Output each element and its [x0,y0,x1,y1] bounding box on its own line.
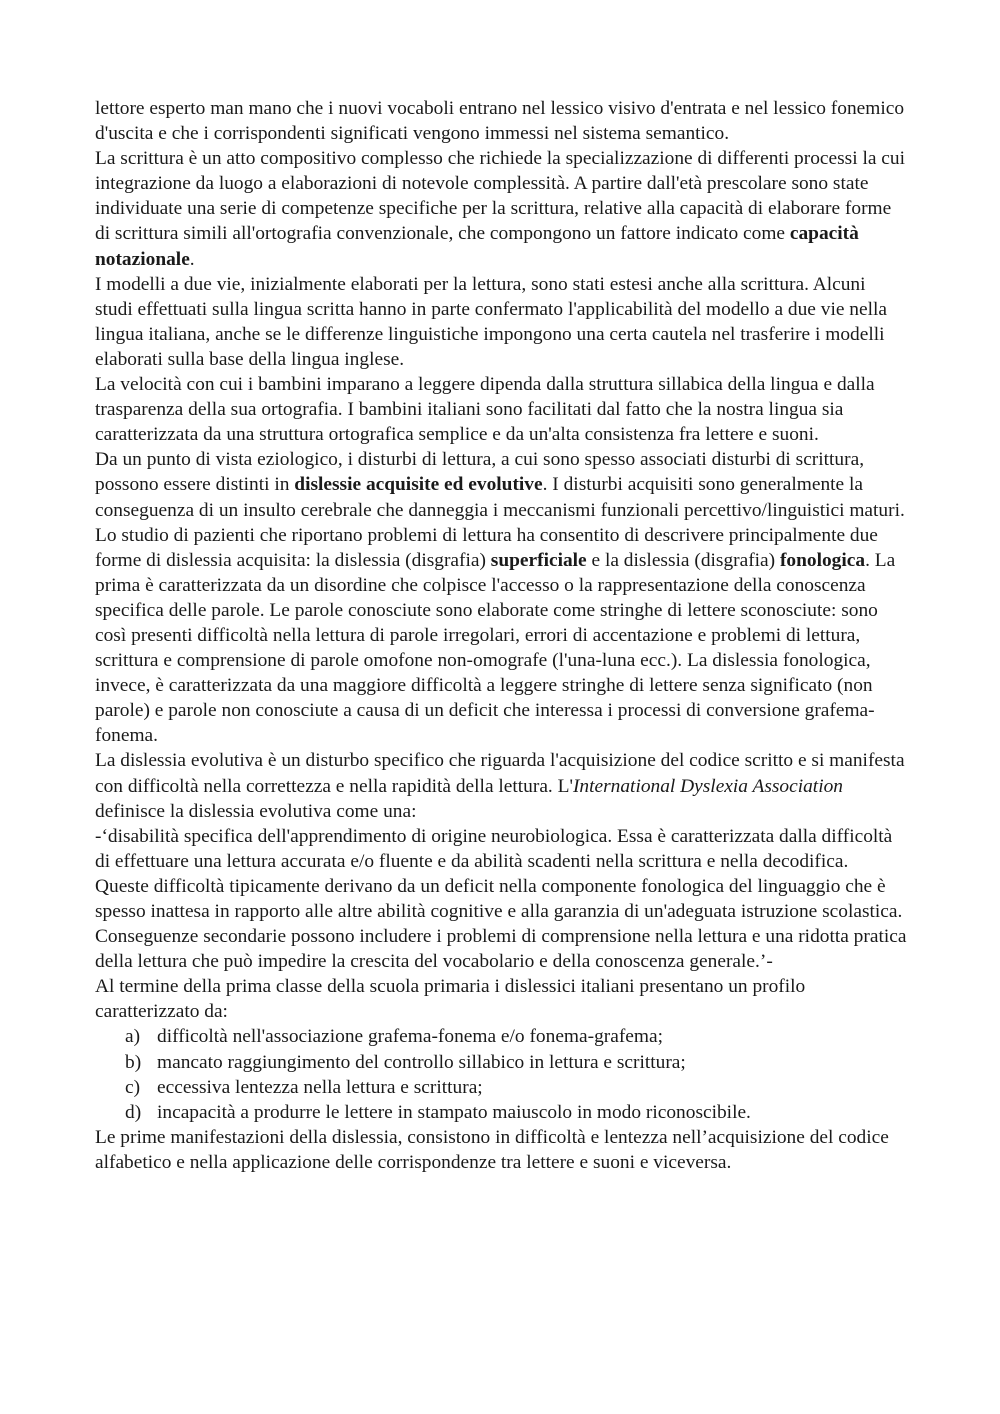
list-marker: d) [125,1101,142,1123]
list-marker: a) [125,1026,141,1048]
text-segment: -‘disabilità specifica dell'apprendimento di origine neurobiologica. Essa è caratterizzata dalla difficoltà di effettuare una lettura accurata e/o fluente e da abilità scadenti nella scrittura e nella decodifica. Queste difficoltà tipicamente derivano da un deficit nella componente fonologica del linguaggio che è spesso inattesa in rapporto alle altre abilità cognitive e alla garanzia di un'adeguata istruzione scolastica. Conseguenze secondarie possono includere i problemi di comprensione nella lettura e una ridotta pratica della lettura che può impedire la crescita del vocabolario e della conoscenza generale.’- [95,825,907,973]
text-segment: La dislessia evolutiva è un disturbo specifico che riguarda l'acquisizione del codice scritto e si manifesta con difficoltà nella correttezza e nella rapidità della lettura. L' [95,750,905,797]
paragraph-p5 [95,447,907,748]
text-segment: e la dislessia (disgrafia) [586,549,780,571]
list-item [95,1100,907,1125]
bold-text: fonologica [779,549,866,571]
paragraph-p8 [95,974,907,1024]
text-segment: definisce la dislessia evolutiva come una: [95,800,417,822]
characteristics-list [95,1024,907,1124]
bold-text: dislessie acquisite ed evolutive [294,474,543,496]
body-text [95,96,907,1024]
list-item-text: incapacità a produrre le lettere in stampato maiuscolo in modo riconoscibile. [157,1101,751,1123]
bold-text: capacità notazionale [95,223,859,270]
list-item [95,1050,907,1075]
text-segment: Da un punto di vista eziologico, i disturbi di lettura, a cui sono spesso associati disturbi di scrittura, possono essere distinti in [95,449,865,496]
text-segment: Al termine della prima classe della scuola primaria i dislessici italiani presentano un profilo caratterizzato da: [95,976,806,1023]
list-item-text: mancato raggiungimento del controllo sillabico in lettura e scrittura; [157,1051,686,1073]
bold-text: superficiale [490,549,587,571]
list-item [95,1075,907,1100]
text-segment: . I disturbi acquisiti sono generalmente la conseguenza di un insulto cerebrale che danneggia i meccanismi funzionali percettivo/linguistici maturi. Lo studio di pazienti che riportano problemi di lettura ha consentito di descrivere principalmente due forme di dislessia acquisita: la dislessia (disgrafia) [95,474,905,571]
paragraph-p1 [95,96,907,146]
paragraph-p6 [95,748,907,823]
list-marker: b) [125,1051,142,1073]
text-segment: I modelli a due vie, inizialmente elaborati per la lettura, sono stati estesi anche alla scrittura. Alcuni studi effettuati sulla lingua scritta hanno in parte confermato l'applicabilità del modello a due vie nella lingua italiana, anche se le differenze linguistiche impongono una certa cautela nel trasferire i modelli elaborati sulla base della lingua inglese. [95,273,887,370]
paragraph-p3 [95,272,907,372]
paragraph-p7 [95,824,907,975]
italic-text: International Dyslexia Association [572,775,843,797]
text-segment: . [189,248,195,270]
text-segment: . La prima è caratterizzata da un disordine che colpisce l'accesso o la rappresentazione della conoscenza specifica delle parole. Le parole conosciute sono elaborate come stringhe di lettere sconosciute: sono così presenti difficoltà nella lettura di parole irregolari, errori di accentazione e problemi di lettura, scrittura e comprensione di parole omofone non-omografe (l'una-luna ecc.). La dislessia fonologica, invece, è caratterizzata da una maggiore difficoltà a leggere stringhe di lettere senza significato (non parole) e parole non conosciute a causa di un deficit che interessa i processi di conversione grafema-fonema. [95,549,896,747]
closing-paragraph: Le prime manifestazioni della dislessia, consistono in difficoltà e lentezza nell’acquisizione del codice alfabetico e nella applicazione delle corrispondenze tra lettere e suoni e viceversa. [95,1126,889,1173]
list-item-text: eccessiva lentezza nella lettura e scrittura; [157,1076,483,1098]
list-item [95,1024,907,1049]
document-page [95,96,907,1175]
list-item-text: difficoltà nell'associazione grafema-fonema e/o fonema-grafema; [157,1026,663,1048]
paragraph-p4 [95,372,907,447]
text-segment: La scrittura è un atto compositivo complesso che richiede la specializzazione di differenti processi la cui integrazione da luogo a elaborazioni di notevole complessità. A partire dall'età prescolare sono state individuate una serie di competenze specifiche per la scrittura, relative alla capacità di elaborare forme di scrittura simili all'ortografia convenzionale, che compongono un fattore indicato come [95,148,905,245]
text-segment: La velocità con cui i bambini imparano a leggere dipenda dalla struttura sillabica della lingua e dalla trasparenza della sua ortografia. I bambini italiani sono facilitati dal fatto che la nostra lingua sia caratterizzata da una struttura ortografica semplice e da un'alta consistenza fra lettere e suoni. [95,374,875,446]
list-marker: c) [125,1076,141,1098]
text-segment: lettore esperto man mano che i nuovi vocaboli entrano nel lessico visivo d'entrata e nel lessico fonemico d'uscita e che i corrispondenti significati vengono immessi nel sistema semantico. [95,98,905,145]
paragraph-p2 [95,146,907,271]
